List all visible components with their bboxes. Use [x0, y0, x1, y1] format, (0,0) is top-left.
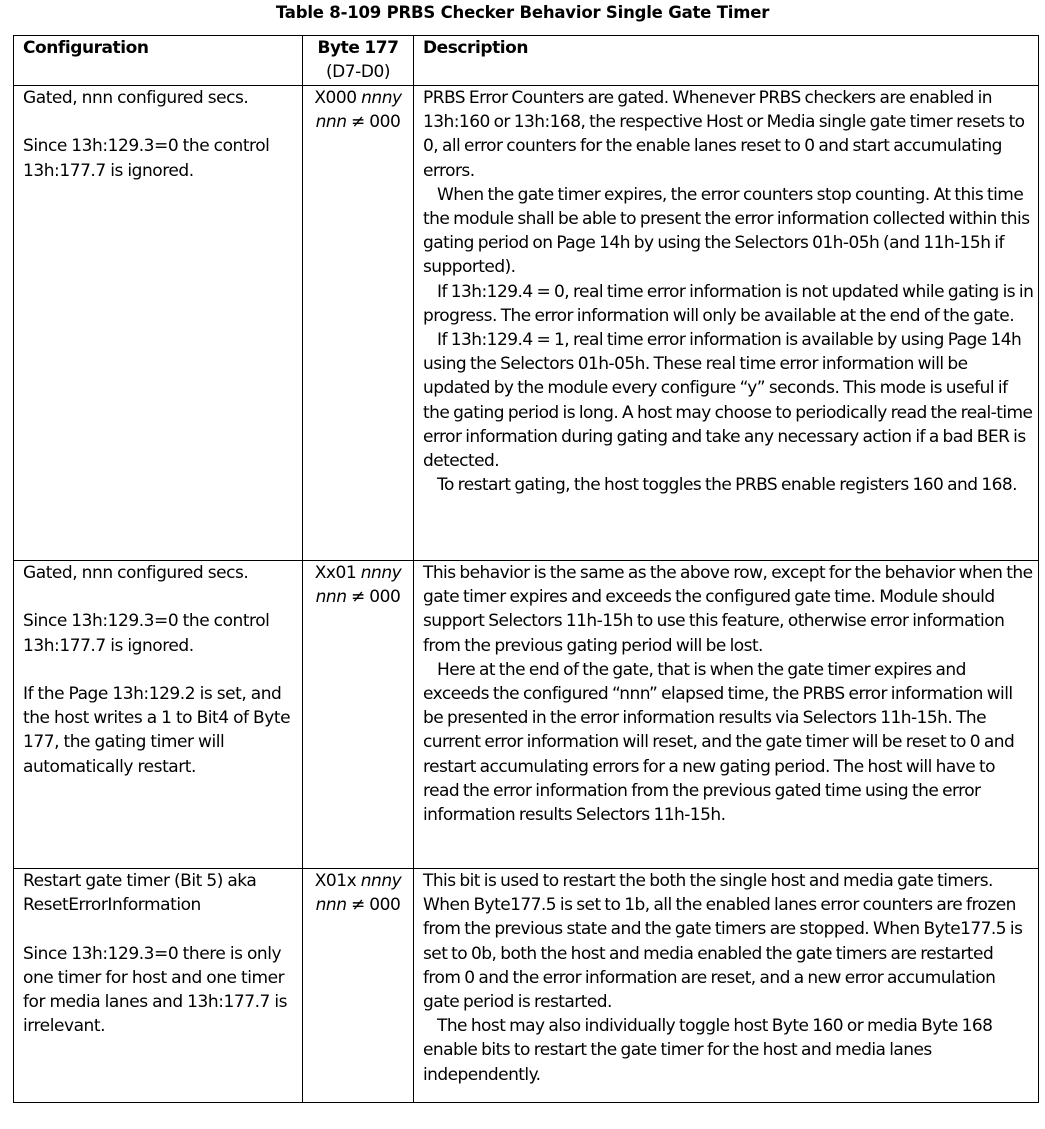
byte-value-italic: nnny [360, 871, 402, 891]
config-text: Gated, nnn configured secs. [23, 88, 249, 108]
byte-value-italic: nnny [361, 88, 402, 108]
byte-condition: ≠ 000 [346, 895, 401, 916]
description-cell [414, 869, 1039, 1103]
header-description: Description [414, 36, 1039, 86]
description-paragraph: Here at the end of the gate, that is when the gate timer expires and exceeds the configured “nnn” elapsed time, the PRBS error information will be presented in the error information results via Selectors 11h-15h. The current error information will reset, and the gate timer will be reset to 0 and restart accumulating errors for a new gating period. The host will have to read the error information from the previous gated time using the error information results Selectors 11h-15h. [423, 659, 1015, 826]
byte-condition: ≠ 000 [346, 112, 401, 133]
table-caption: Table 8-109 PRBS Checker Behavior Single Gate Timer [275, 3, 770, 22]
byte-value-italic: nnny [360, 563, 402, 583]
table-row [14, 86, 1039, 561]
table-row [14, 561, 1039, 869]
config-text: Gated, nnn configured secs. [23, 563, 249, 583]
description-paragraph: When the gate timer expires, the error counters stop counting. At this time the module shall be able to present the error information collected within this gating period on Page 14h by using the Selectors 01h-05h (and 11h-15h if supported). [423, 184, 1030, 278]
byte-condition-italic: nnn [315, 895, 347, 916]
byte-value: X000 [314, 88, 362, 108]
byte-condition-italic: nnn [315, 112, 347, 133]
config-cell [14, 561, 303, 869]
description-paragraph: PRBS Error Counters are gated. Whenever PRBS checkers are enabled in 13h:160 or 13h:168, the respective Host or Media single gate timer resets to 0, all error counters for the enable lanes reset to 0 and start accumulating errors. [423, 88, 1025, 181]
table-header-row [14, 36, 1039, 86]
description-paragraph: To restart gating, the host toggles the PRBS enable registers 160 and 168. [437, 475, 1018, 496]
byte-value: X01x [314, 871, 361, 891]
byte-value: Xx01 [314, 563, 361, 583]
byte-cell [303, 561, 414, 869]
header-byte-label: Byte 177 [317, 38, 399, 58]
config-text: Since 13h:129.3=0 the control 13h:177.7 is ignored. [23, 611, 270, 656]
byte-cell [303, 869, 414, 1103]
config-text: Since 13h:129.3=0 there is only one timer for host and one timer for media lanes and 13h:177.7 is irrelevant. [23, 943, 288, 1037]
config-text: If the Page 13h:129.2 is set, and the host writes a 1 to Bit4 of Byte 177, the gating timer will automatically restart. [23, 683, 291, 777]
config-cell [14, 86, 303, 561]
header-byte [303, 36, 414, 86]
description-paragraph: If 13h:129.4 = 1, real time error information is available by using Page 14h using the Selectors 01h-05h. These real time error information will be updated by the module every configure “y” seconds. This mode is useful if the gating period is long. A host may choose to periodically read the real-time error information during gating and take any necessary action if a bad BER is detected. [423, 330, 1033, 472]
header-configuration: Configuration [14, 36, 303, 86]
description-cell [414, 86, 1039, 561]
description-paragraph: If 13h:129.4 = 0, real time error information is not updated while gating is in progress. The error information will only be available at the end of the gate. [423, 281, 1034, 326]
byte-condition: ≠ 000 [346, 587, 401, 608]
byte-condition-italic: nnn [315, 587, 347, 608]
byte-cell [303, 86, 414, 561]
header-byte-sub: (D7-D0) [325, 62, 391, 83]
prbs-checker-table [13, 35, 1039, 1103]
table-row [14, 869, 1039, 1103]
config-cell [14, 869, 303, 1103]
config-text: Restart gate timer (Bit 5) aka ResetErrorInformation [23, 871, 257, 916]
description-paragraph: This bit is used to restart the both the single host and media gate timers. When Byte177.5 is set to 1b, all the enabled lanes error counters are frozen from the previous state and the gate timers are stopped. When Byte177.5 is set to 0b, both the host and media enabled the gate timers are restarted from 0 and the error information are reset, and a new error accumulation gate period is restarted. [423, 871, 1023, 1013]
description-paragraph: This behavior is the same as the above row, except for the behavior when the gate timer expires and exceeds the configured gate time. Module should support Selectors 11h-15h to use this feature, otherwise error information from the previous gating period will be lost. [423, 563, 1033, 656]
config-text: Since 13h:129.3=0 the control 13h:177.7 is ignored. [23, 136, 270, 181]
description-cell [414, 561, 1039, 869]
description-paragraph: The host may also individually toggle host Byte 160 or media Byte 168 enable bits to restart the gate timer for the host and media lanes independently. [423, 1016, 993, 1085]
